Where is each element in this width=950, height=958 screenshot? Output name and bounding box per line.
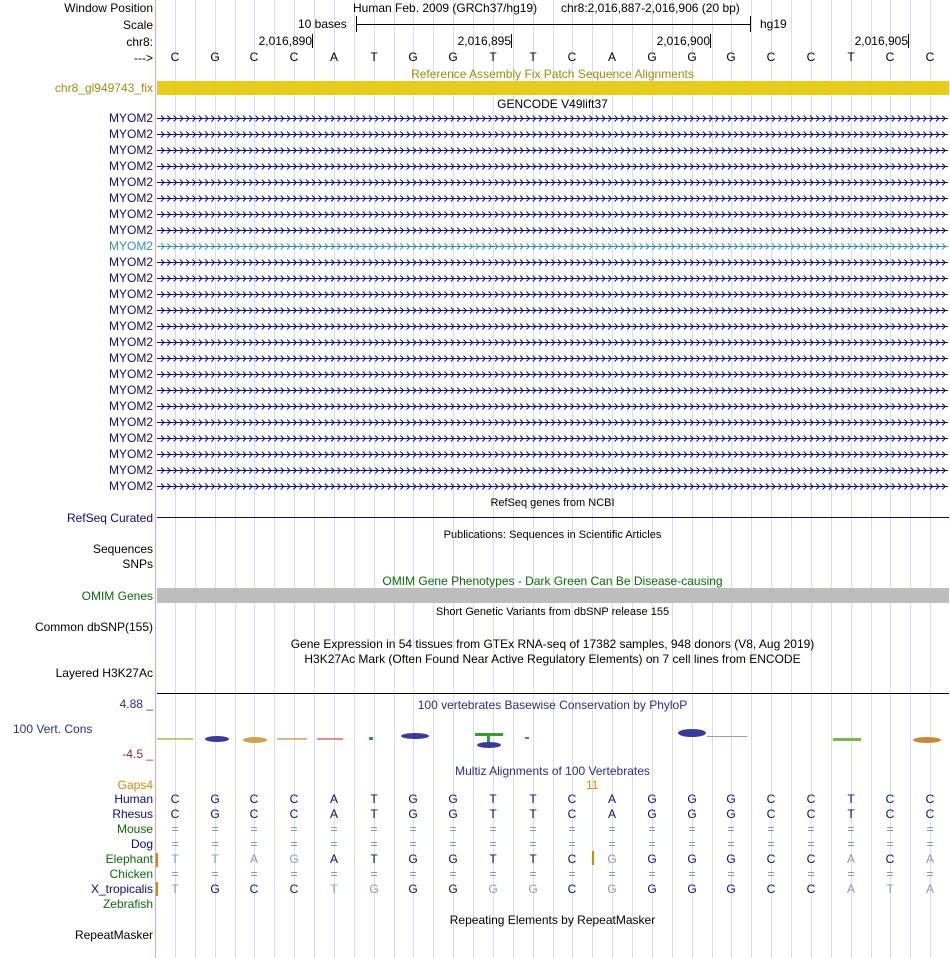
- gencode-transcript-line[interactable]: [157, 480, 948, 493]
- phylop-label[interactable]: 100 Vert. Cons: [13, 722, 93, 736]
- refseq-label[interactable]: RefSeq Curated: [66, 511, 153, 525]
- alignment-base: C: [885, 807, 895, 821]
- gencode-transcript-line[interactable]: [157, 464, 948, 477]
- gencode-transcript-line[interactable]: [157, 112, 948, 125]
- alignment-base: =: [409, 867, 417, 881]
- alignment-base: =: [529, 822, 537, 836]
- alignment-base: T: [886, 882, 894, 896]
- species-label[interactable]: Zebrafish: [102, 897, 153, 911]
- alignment-base: G: [726, 807, 736, 821]
- coordinate-tick: [710, 34, 711, 48]
- alignment-base: =: [926, 837, 934, 851]
- alignment-base: G: [210, 882, 220, 896]
- alignment-base: A: [925, 882, 934, 896]
- chrom-label: chr8:: [126, 35, 153, 49]
- species-label[interactable]: Chicken: [109, 867, 153, 881]
- alignment-base: T: [489, 807, 497, 821]
- h3k27ac-track-title: H3K27Ac Mark (Often Found Near Active Regulatory Elements) on 7 cell lines from ENCODE: [304, 652, 801, 666]
- alignment-base: G: [687, 792, 697, 806]
- gencode-transcript-line[interactable]: [157, 256, 948, 269]
- dbsnp-track-title: Short Genetic Variants from dbSNP release 155: [435, 606, 670, 618]
- alignment-base: =: [330, 822, 338, 836]
- coordinate-tick: [908, 34, 909, 48]
- alignment-base: C: [567, 882, 577, 896]
- reference-base: C: [249, 50, 259, 64]
- gencode-transcript-line[interactable]: [157, 384, 948, 397]
- gencode-transcript-label[interactable]: MYOM2: [108, 127, 153, 141]
- alignment-base: =: [489, 822, 497, 836]
- alignment-base: G: [488, 882, 498, 896]
- alignment-base: G: [726, 882, 736, 896]
- species-label[interactable]: Dog: [130, 837, 153, 851]
- alignment-base: A: [607, 807, 616, 821]
- alignment-base: =: [727, 822, 735, 836]
- alignment-base: A: [846, 852, 855, 866]
- alignment-base: T: [529, 807, 537, 821]
- alignment-base: =: [608, 837, 616, 851]
- alignment-base: =: [290, 867, 298, 881]
- reference-base: C: [766, 50, 776, 64]
- alignment-base: A: [249, 852, 258, 866]
- alignment-base: T: [370, 807, 378, 821]
- alignment-base: G: [726, 792, 736, 806]
- alignment-base: C: [766, 807, 776, 821]
- h3k27ac-baseline: [157, 693, 949, 694]
- coordinate-label: 2,016,900: [656, 34, 710, 48]
- alignment-base: G: [408, 792, 418, 806]
- alignment-base: =: [370, 822, 378, 836]
- alignment-base: =: [529, 837, 537, 851]
- gencode-transcript-line[interactable]: [157, 352, 948, 365]
- alignment-base: =: [926, 822, 934, 836]
- species-label[interactable]: Mouse: [116, 822, 153, 836]
- alignment-base: T: [529, 852, 537, 866]
- alignment-base: T: [211, 852, 219, 866]
- alignment-base: T: [171, 852, 179, 866]
- gencode-transcript-label[interactable]: MYOM2: [108, 415, 153, 429]
- alignment-base: T: [489, 852, 497, 866]
- alignment-base: =: [449, 867, 457, 881]
- refseq-track-title: RefSeq genes from NCBI: [490, 497, 615, 509]
- alignment-base: =: [688, 867, 696, 881]
- gencode-transcript-label[interactable]: MYOM2: [108, 239, 153, 253]
- omim-track-title: OMIM Gene Phenotypes - Dark Green Can Be Disease-causing: [382, 574, 723, 588]
- gencode-transcript-line[interactable]: [157, 416, 948, 429]
- gencode-transcript-line[interactable]: [157, 160, 948, 173]
- reference-base: T: [847, 50, 855, 64]
- alignment-base: =: [727, 837, 735, 851]
- alignment-base: C: [806, 852, 816, 866]
- alignment-base: C: [567, 852, 577, 866]
- alignment-base: T: [529, 792, 537, 806]
- alignment-base: G: [687, 807, 697, 821]
- scale-bar: [356, 16, 751, 32]
- gencode-transcript-label[interactable]: MYOM2: [108, 303, 153, 317]
- alignment-base: G: [647, 852, 657, 866]
- gencode-transcript-label[interactable]: MYOM2: [108, 367, 153, 381]
- reference-base: G: [408, 50, 418, 64]
- gencode-track-title: GENCODE V49lift37: [497, 97, 608, 111]
- gencode-transcript-line[interactable]: [157, 336, 948, 349]
- alignment-base: G: [408, 852, 418, 866]
- species-label[interactable]: Human: [114, 792, 153, 806]
- species-label[interactable]: Rhesus: [112, 807, 153, 821]
- omim-label[interactable]: OMIM Genes: [81, 589, 153, 603]
- gencode-transcript-label[interactable]: MYOM2: [108, 255, 153, 269]
- alignment-base: =: [330, 867, 338, 881]
- alignment-base: =: [171, 822, 179, 836]
- gencode-transcript-line[interactable]: [157, 304, 948, 317]
- alignment-base: =: [648, 822, 656, 836]
- reference-base: G: [687, 50, 697, 64]
- alignment-base: =: [211, 822, 219, 836]
- reference-base: C: [885, 50, 895, 64]
- phylop-conservation-logo: [157, 728, 949, 748]
- alignment-base: =: [529, 867, 537, 881]
- gencode-transcript-line[interactable]: [157, 320, 948, 333]
- alignment-base: =: [370, 837, 378, 851]
- insertion-marker: [156, 882, 158, 896]
- alignment-base: =: [568, 837, 576, 851]
- alignment-base: =: [250, 867, 258, 881]
- reference-base: A: [607, 50, 616, 64]
- alignment-base: C: [885, 792, 895, 806]
- alignment-base: =: [608, 867, 616, 881]
- alignment-base: =: [489, 867, 497, 881]
- gencode-transcript-label[interactable]: MYOM2: [108, 223, 153, 237]
- alignment-base: T: [370, 792, 378, 806]
- gencode-transcript-label[interactable]: MYOM2: [108, 271, 153, 285]
- alignment-base: =: [211, 867, 219, 881]
- phylop-max-label: 4.88 _: [119, 697, 153, 711]
- reference-base: C: [170, 50, 180, 64]
- alignment-base: G: [210, 807, 220, 821]
- alignment-base: C: [170, 807, 180, 821]
- alignment-base: =: [409, 822, 417, 836]
- alignment-base: =: [211, 837, 219, 851]
- alignment-base: =: [250, 822, 258, 836]
- reference-base: G: [210, 50, 220, 64]
- reference-base: C: [567, 50, 577, 64]
- alignment-base: =: [171, 867, 179, 881]
- reference-base: A: [329, 50, 338, 64]
- alignment-base: =: [250, 837, 258, 851]
- alignment-base: C: [806, 807, 816, 821]
- gencode-transcript-line[interactable]: [157, 240, 948, 253]
- reference-base: T: [529, 50, 537, 64]
- reference-base: C: [806, 50, 816, 64]
- alignment-base: C: [567, 807, 577, 821]
- alignment-base: C: [249, 882, 259, 896]
- alignment-base: =: [727, 867, 735, 881]
- alignment-base: G: [289, 852, 299, 866]
- alignment-base: =: [886, 867, 894, 881]
- gencode-transcript-line[interactable]: [157, 176, 948, 189]
- reference-base: G: [448, 50, 458, 64]
- gencode-transcript-label[interactable]: MYOM2: [108, 399, 153, 413]
- alignment-base: C: [885, 852, 895, 866]
- insertion-marker: [156, 853, 158, 867]
- gencode-transcript-line[interactable]: [157, 208, 948, 221]
- reference-base: C: [925, 50, 935, 64]
- alignment-base: C: [170, 792, 180, 806]
- gencode-transcript-label[interactable]: MYOM2: [108, 447, 153, 461]
- alignment-base: C: [289, 882, 299, 896]
- alignment-base: C: [289, 792, 299, 806]
- insertion-marker: [592, 851, 594, 865]
- refseq-line[interactable]: [157, 517, 949, 518]
- gencode-transcript-label[interactable]: MYOM2: [108, 383, 153, 397]
- species-label[interactable]: Elephant: [105, 852, 153, 866]
- coordinate-tick: [312, 34, 313, 48]
- gencode-transcript-label[interactable]: MYOM2: [108, 159, 153, 173]
- alignment-base: C: [806, 792, 816, 806]
- alignment-base: G: [607, 852, 617, 866]
- gencode-transcript-label[interactable]: MYOM2: [108, 175, 153, 189]
- alignment-base: =: [568, 867, 576, 881]
- fix-patch-bar[interactable]: [157, 81, 949, 95]
- window-position-label: Window Position: [64, 1, 153, 15]
- fix-patch-label[interactable]: chr8_gl949743_fix: [54, 81, 153, 95]
- gencode-transcript-line[interactable]: [157, 128, 948, 141]
- omim-bar[interactable]: [157, 588, 949, 603]
- species-label[interactable]: X_tropicalis: [90, 882, 153, 896]
- alignment-base: C: [249, 792, 259, 806]
- alignment-base: =: [886, 837, 894, 851]
- alignment-base: =: [926, 867, 934, 881]
- alignment-base: =: [449, 822, 457, 836]
- alignment-base: =: [449, 837, 457, 851]
- alignment-base: =: [807, 837, 815, 851]
- alignment-base: =: [648, 837, 656, 851]
- gencode-transcript-label[interactable]: MYOM2: [108, 351, 153, 365]
- alignment-base: G: [448, 807, 458, 821]
- assembly-text: Human Feb. 2009 (GRCh37/hg19): [353, 1, 538, 15]
- alignment-base: =: [767, 837, 775, 851]
- gtex-track-title: Gene Expression in 54 tissues from GTEx RNA-seq of 17382 samples, 948 donors (V8, Aug 2019): [290, 637, 815, 651]
- alignment-base: T: [489, 792, 497, 806]
- alignment-base: =: [807, 867, 815, 881]
- repeatmasker-track-title: Repeating Elements by RepeatMasker: [449, 913, 656, 927]
- reference-base: G: [726, 50, 736, 64]
- publications-label-sequences[interactable]: Sequences: [92, 542, 153, 556]
- alignment-base: G: [647, 807, 657, 821]
- alignment-base: C: [289, 807, 299, 821]
- alignment-base: G: [528, 882, 538, 896]
- reference-base: T: [489, 50, 497, 64]
- coordinate-label: 2,016,895: [457, 34, 511, 48]
- alignment-base: G: [408, 882, 418, 896]
- alignment-base: =: [847, 837, 855, 851]
- alignment-base: =: [648, 867, 656, 881]
- alignment-base: G: [210, 792, 220, 806]
- alignment-base: =: [290, 822, 298, 836]
- alignment-base: C: [249, 807, 259, 821]
- gencode-transcript-label[interactable]: MYOM2: [108, 335, 153, 349]
- alignment-base: =: [290, 837, 298, 851]
- alignment-base: T: [847, 807, 855, 821]
- alignment-base: A: [846, 882, 855, 896]
- alignment-base: T: [171, 882, 179, 896]
- gencode-transcript-label[interactable]: MYOM2: [108, 463, 153, 477]
- phylop-min-label: -4.5 _: [122, 747, 153, 761]
- gencode-transcript-line[interactable]: [157, 368, 948, 381]
- alignment-base: =: [688, 837, 696, 851]
- alignment-base: T: [847, 792, 855, 806]
- multiz-track-title: Multiz Alignments of 100 Vertebrates: [455, 764, 650, 778]
- alignment-base: G: [687, 882, 697, 896]
- gencode-transcript-label[interactable]: MYOM2: [108, 111, 153, 125]
- alignment-base: =: [330, 837, 338, 851]
- coordinate-label: 2,016,890: [258, 34, 312, 48]
- gencode-transcript-line[interactable]: [157, 224, 948, 237]
- alignment-base: =: [171, 837, 179, 851]
- gaps-label[interactable]: Gaps4: [117, 778, 153, 792]
- alignment-base: A: [607, 792, 616, 806]
- scale-label: Scale: [122, 18, 153, 32]
- alignment-base: C: [766, 882, 776, 896]
- alignment-base: =: [807, 822, 815, 836]
- alignment-base: =: [847, 867, 855, 881]
- gencode-transcript-line[interactable]: [157, 432, 948, 445]
- gencode-transcript-label[interactable]: MYOM2: [108, 319, 153, 333]
- alignment-base: G: [448, 852, 458, 866]
- gencode-transcript-line[interactable]: [157, 288, 948, 301]
- alignment-base: =: [409, 837, 417, 851]
- reference-base: G: [647, 50, 657, 64]
- alignment-base: A: [329, 807, 338, 821]
- alignment-base: C: [925, 807, 935, 821]
- alignment-base: G: [408, 807, 418, 821]
- publications-label-snps[interactable]: SNPs: [122, 557, 153, 571]
- alignment-base: =: [767, 867, 775, 881]
- alignment-base: C: [806, 882, 816, 896]
- gencode-transcript-line[interactable]: [157, 400, 948, 413]
- alignment-base: G: [647, 882, 657, 896]
- alignment-base: G: [687, 852, 697, 866]
- scale-text: 10 bases: [298, 17, 347, 31]
- alignment-base: A: [329, 792, 338, 806]
- reference-base: T: [370, 50, 378, 64]
- alignment-base: =: [688, 822, 696, 836]
- alignment-base: =: [568, 822, 576, 836]
- strand-label: --->: [134, 51, 153, 65]
- alignment-base: A: [329, 852, 338, 866]
- alignment-base: G: [607, 882, 617, 896]
- alignment-base: =: [767, 822, 775, 836]
- alignment-base: =: [489, 837, 497, 851]
- coordinate-label: 2,016,905: [854, 34, 908, 48]
- gencode-transcript-label[interactable]: MYOM2: [108, 191, 153, 205]
- alignment-base: =: [608, 822, 616, 836]
- repeatmasker-label[interactable]: RepeatMasker: [74, 928, 153, 942]
- alignment-base: =: [847, 822, 855, 836]
- alignment-base: G: [369, 882, 379, 896]
- gencode-transcript-label[interactable]: MYOM2: [108, 431, 153, 445]
- reference-base: C: [289, 50, 299, 64]
- gencode-transcript-line[interactable]: [157, 272, 948, 285]
- alignment-base: G: [448, 882, 458, 896]
- alignment-base: G: [647, 792, 657, 806]
- fix-patch-track-title: Reference Assembly Fix Patch Sequence Alignments: [411, 67, 694, 81]
- h3k27ac-label[interactable]: Layered H3K27Ac: [55, 666, 153, 680]
- alignment-base: T: [330, 882, 338, 896]
- phylop-track-title: 100 vertebrates Basewise Conservation by PhyloP: [417, 698, 688, 712]
- position-text: chr8:2,016,887-2,016,906 (20 bp): [561, 1, 740, 15]
- dbsnp-label[interactable]: Common dbSNP(155): [34, 620, 153, 634]
- alignment-base: =: [886, 822, 894, 836]
- gencode-transcript-line[interactable]: [157, 448, 948, 461]
- alignment-base: C: [766, 852, 776, 866]
- alignment-base: =: [370, 867, 378, 881]
- gencode-transcript-label[interactable]: MYOM2: [108, 207, 153, 221]
- alignment-base: C: [766, 792, 776, 806]
- alignment-base: G: [448, 792, 458, 806]
- gap-count: 11: [586, 778, 599, 792]
- db-text: hg19: [760, 17, 787, 31]
- alignment-base: T: [370, 852, 378, 866]
- gencode-transcript-line[interactable]: [157, 192, 948, 205]
- alignment-base: C: [567, 792, 577, 806]
- gencode-transcript-label[interactable]: MYOM2: [108, 287, 153, 301]
- coordinate-tick: [511, 34, 512, 48]
- gencode-transcript-label[interactable]: MYOM2: [108, 479, 153, 493]
- alignment-base: A: [925, 852, 934, 866]
- gencode-transcript-label[interactable]: MYOM2: [108, 143, 153, 157]
- track-label-divider: [155, 0, 156, 958]
- publications-track-title: Publications: Sequences in Scientific Articles: [443, 529, 662, 541]
- alignment-base: G: [726, 852, 736, 866]
- alignment-base: C: [925, 792, 935, 806]
- gencode-transcript-line[interactable]: [157, 144, 948, 157]
